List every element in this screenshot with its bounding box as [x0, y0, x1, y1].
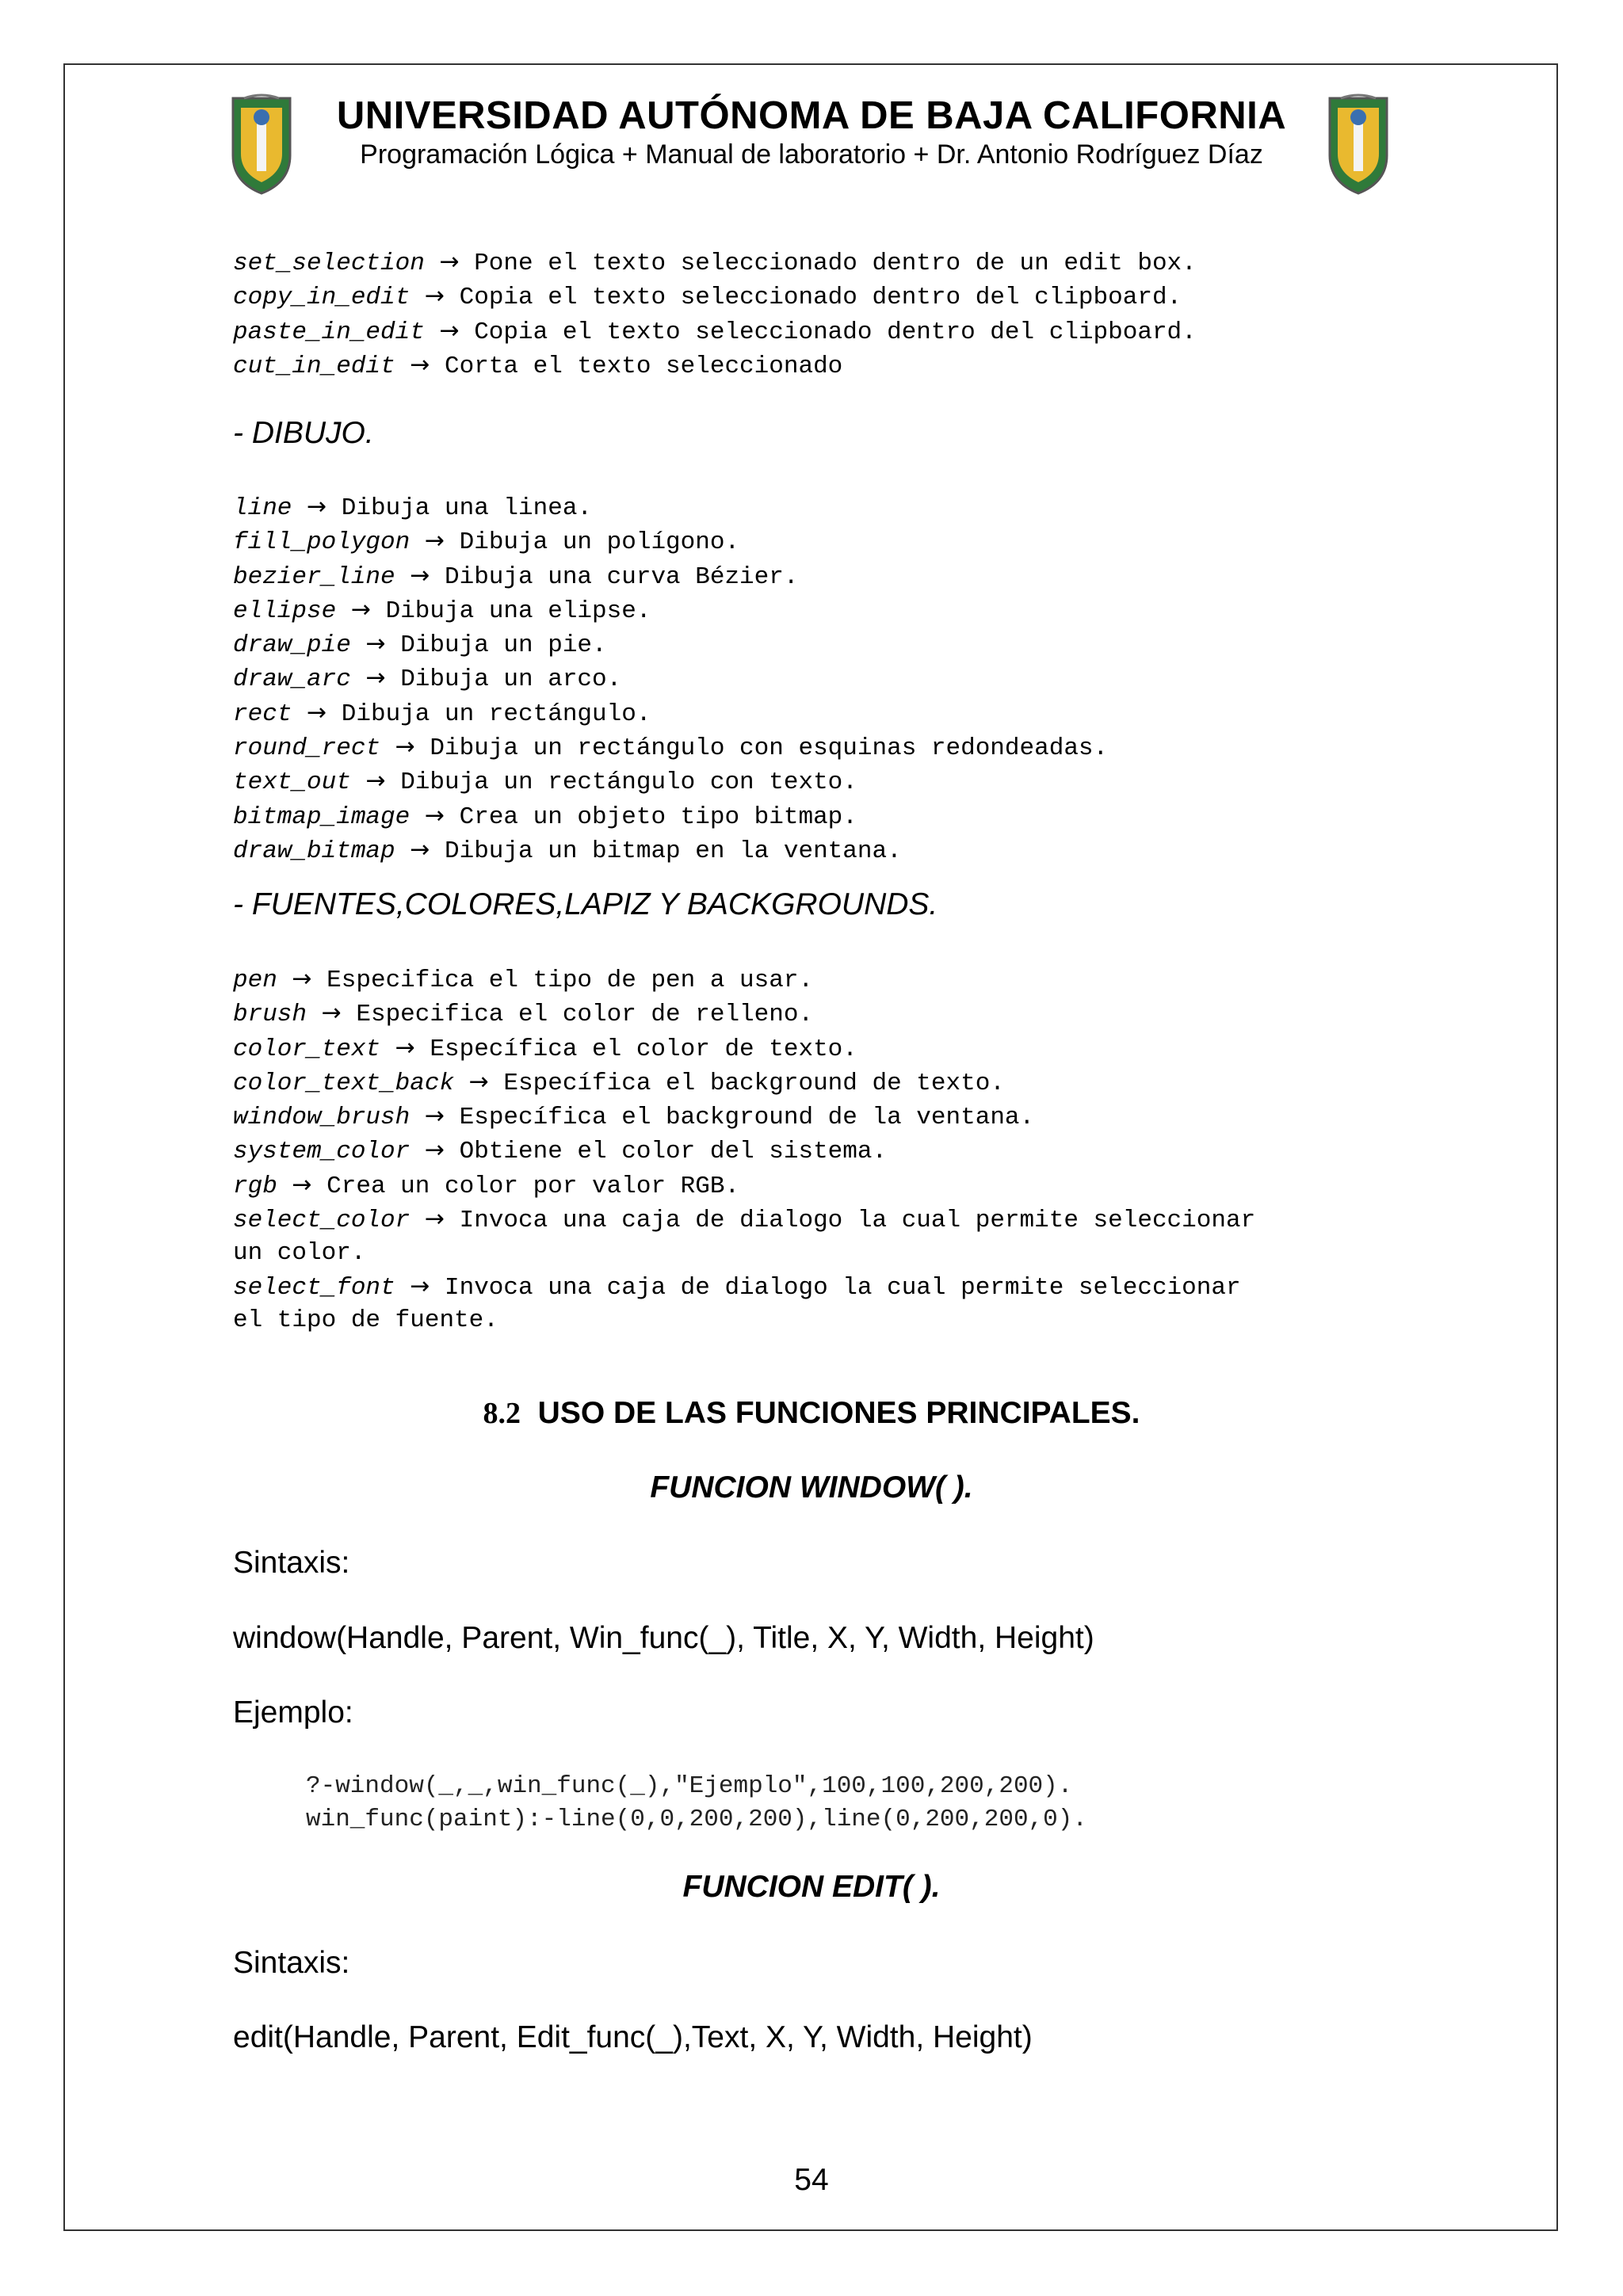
arrow-icon: → — [292, 1170, 312, 1199]
function-name: draw_bitmap — [233, 837, 395, 865]
section-title: USO DE LAS FUNCIONES PRINCIPALES. — [537, 1396, 1140, 1430]
function-name: rect — [233, 700, 292, 728]
arrow-icon: → — [350, 595, 371, 624]
function-name: cut_in_edit — [233, 352, 395, 380]
function-description: Dibuja un rectángulo con texto. — [400, 769, 857, 797]
arrow-icon: → — [292, 965, 312, 993]
function-name: ellipse — [233, 597, 337, 625]
function-name: color_text_back — [233, 1069, 455, 1097]
function-name: brush — [233, 1001, 307, 1029]
function-list-item — [233, 1203, 1255, 1237]
function-list-item — [233, 1134, 1255, 1168]
function-description: Pone el texto seleccionado dentro de un edit box. — [474, 250, 1197, 277]
function-description: Dibuja una curva Bézier. — [445, 563, 799, 591]
function-list-item — [233, 662, 1108, 696]
function-list-item — [233, 1032, 1255, 1066]
arrow-icon: → — [424, 1136, 445, 1165]
function-description: Crea un objeto tipo bitmap. — [459, 803, 857, 831]
arrow-icon: → — [410, 350, 430, 379]
section-heading-fuentes: - FUENTES,COLORES,LAPIZ Y BACKGROUNDS. — [233, 887, 938, 921]
function-description: Corta el texto seleccionado — [445, 352, 843, 380]
header-subtitle: Programación Lógica + Manual de laboratorio + Dr. Antonio Rodríguez Díaz — [360, 139, 1263, 170]
fuentes-functions-list — [233, 963, 1255, 1337]
arrow-icon: → — [410, 561, 430, 589]
function-name: text_out — [233, 769, 351, 797]
function-list-item — [233, 997, 1255, 1031]
arrow-icon: → — [424, 282, 445, 311]
function-description: Dibuja una elipse. — [385, 597, 651, 625]
function-name: bezier_line — [233, 563, 395, 591]
function-list-item — [233, 559, 1108, 593]
function-name: paste_in_edit — [233, 318, 425, 346]
arrow-icon: → — [321, 999, 342, 1028]
arrow-icon: → — [424, 527, 445, 555]
header-title: UNIVERSIDAD AUTÓNOMA DE BAJA CALIFORNIA — [336, 94, 1287, 137]
function-list-item — [233, 799, 1108, 833]
function-description: Copia el texto seleccionado dentro del clipboard. — [474, 318, 1197, 346]
function-name: select_color — [233, 1207, 411, 1235]
function-description: Crea un color por valor RGB. — [327, 1172, 740, 1200]
arrow-icon: → — [395, 1033, 415, 1062]
arrow-icon: → — [439, 248, 460, 276]
function-description: Específica el background de la ventana. — [459, 1104, 1035, 1132]
arrow-icon: → — [365, 630, 386, 658]
dibujo-functions-list — [233, 490, 1108, 868]
function-list-item — [233, 1066, 1255, 1100]
function-name: draw_arc — [233, 666, 351, 694]
function-name: select_font — [233, 1273, 395, 1302]
function-name: draw_pie — [233, 631, 351, 660]
function-list-item — [233, 1100, 1255, 1134]
function-list-item — [233, 593, 1108, 627]
arrow-icon: → — [410, 835, 430, 864]
function-name: set_selection — [233, 250, 425, 277]
edit-syntax-label: Sintaxis: — [233, 1946, 350, 1980]
arrow-icon: → — [468, 1067, 489, 1096]
window-example-label: Ejemplo: — [233, 1695, 353, 1730]
arrow-icon: → — [439, 316, 460, 345]
function-description: Obtiene el color del sistema. — [459, 1138, 888, 1166]
function-description: Dibuja un arco. — [400, 666, 622, 694]
function-name: color_text — [233, 1035, 381, 1063]
arrow-icon: → — [365, 767, 386, 795]
function-description: Dibuja un rectángulo con esquinas redondeadas. — [430, 734, 1109, 763]
function-name: system_color — [233, 1138, 411, 1166]
function-description: Especifica el color de relleno. — [356, 1001, 814, 1029]
function-description: Invoca una caja de dialogo la cual permite seleccionar — [459, 1207, 1256, 1235]
function-description: Copia el texto seleccionado dentro del clipboard. — [459, 284, 1182, 312]
function-description: Dibuja un pie. — [400, 631, 607, 660]
function-name: pen — [233, 967, 277, 994]
arrow-icon: → — [410, 1272, 430, 1300]
function-name: rgb — [233, 1172, 277, 1200]
function-list-item — [233, 627, 1108, 662]
code-line: ?-window(_,_,win_func(_),"Ejemplo",100,100,200,200). — [306, 1772, 1073, 1800]
edit-syntax: edit(Handle, Parent, Edit_func(_),Text, X, Y, Width, Height) — [233, 2020, 1033, 2054]
function-description: Dibuja un polígono. — [459, 528, 740, 557]
function-description-continuation: el tipo de fuente. — [233, 1306, 498, 1334]
arrow-icon: → — [365, 664, 386, 692]
function-description: Invoca una caja de dialogo la cual permite seleccionar — [445, 1273, 1241, 1302]
arrow-icon: → — [307, 698, 327, 727]
function-name: round_rect — [233, 734, 381, 763]
section-heading-8-2 — [0, 1396, 1623, 1431]
window-function-heading: FUNCION WINDOW( ). — [650, 1470, 973, 1505]
function-description: Especifica el tipo de pen a usar. — [327, 967, 814, 994]
section-heading-dibujo: - DIBUJO. — [233, 416, 374, 450]
code-line: win_func(paint):-line(0,0,200,200),line(0,200,200,0). — [306, 1806, 1087, 1833]
window-example-code — [306, 1770, 1087, 1836]
function-list-item — [233, 1270, 1255, 1304]
function-list-item — [233, 765, 1108, 799]
edit-functions-list — [233, 246, 1197, 383]
arrow-icon: → — [424, 801, 445, 830]
function-list-item — [233, 833, 1108, 868]
function-name: window_brush — [233, 1104, 411, 1132]
function-list-item — [233, 696, 1108, 730]
function-name: bitmap_image — [233, 803, 411, 831]
function-description: Dibuja una linea. — [341, 494, 593, 522]
function-list-item — [233, 315, 1197, 349]
function-list-item — [233, 246, 1197, 280]
function-name: copy_in_edit — [233, 284, 411, 312]
section-number: 8.2 — [483, 1397, 521, 1430]
function-description-continuation: un color. — [233, 1239, 366, 1268]
function-list-item — [233, 1169, 1255, 1203]
function-description: Específica el color de texto. — [430, 1035, 857, 1063]
function-list-item — [233, 524, 1108, 559]
arrow-icon: → — [395, 733, 415, 761]
function-name: fill_polygon — [233, 528, 411, 557]
function-description: Específica el background de texto. — [503, 1069, 1005, 1097]
function-description: Dibuja un rectángulo. — [341, 700, 651, 728]
function-name: line — [233, 494, 292, 522]
function-list-item — [233, 349, 1197, 383]
edit-function-heading: FUNCION EDIT( ). — [682, 1870, 941, 1904]
function-list-item — [233, 963, 1255, 997]
window-syntax-label: Sintaxis: — [233, 1546, 350, 1580]
arrow-icon: → — [424, 1102, 445, 1131]
arrow-icon: → — [307, 493, 327, 521]
page-number: 54 — [794, 2163, 829, 2197]
function-list-item — [233, 490, 1108, 524]
function-list-item — [233, 730, 1108, 765]
window-syntax: window(Handle, Parent, Win_func(_), Title, X, Y, Width, Height) — [233, 1621, 1094, 1655]
function-description: Dibuja un bitmap en la ventana. — [445, 837, 902, 865]
function-list-item — [233, 280, 1197, 314]
arrow-icon: → — [424, 1205, 445, 1234]
